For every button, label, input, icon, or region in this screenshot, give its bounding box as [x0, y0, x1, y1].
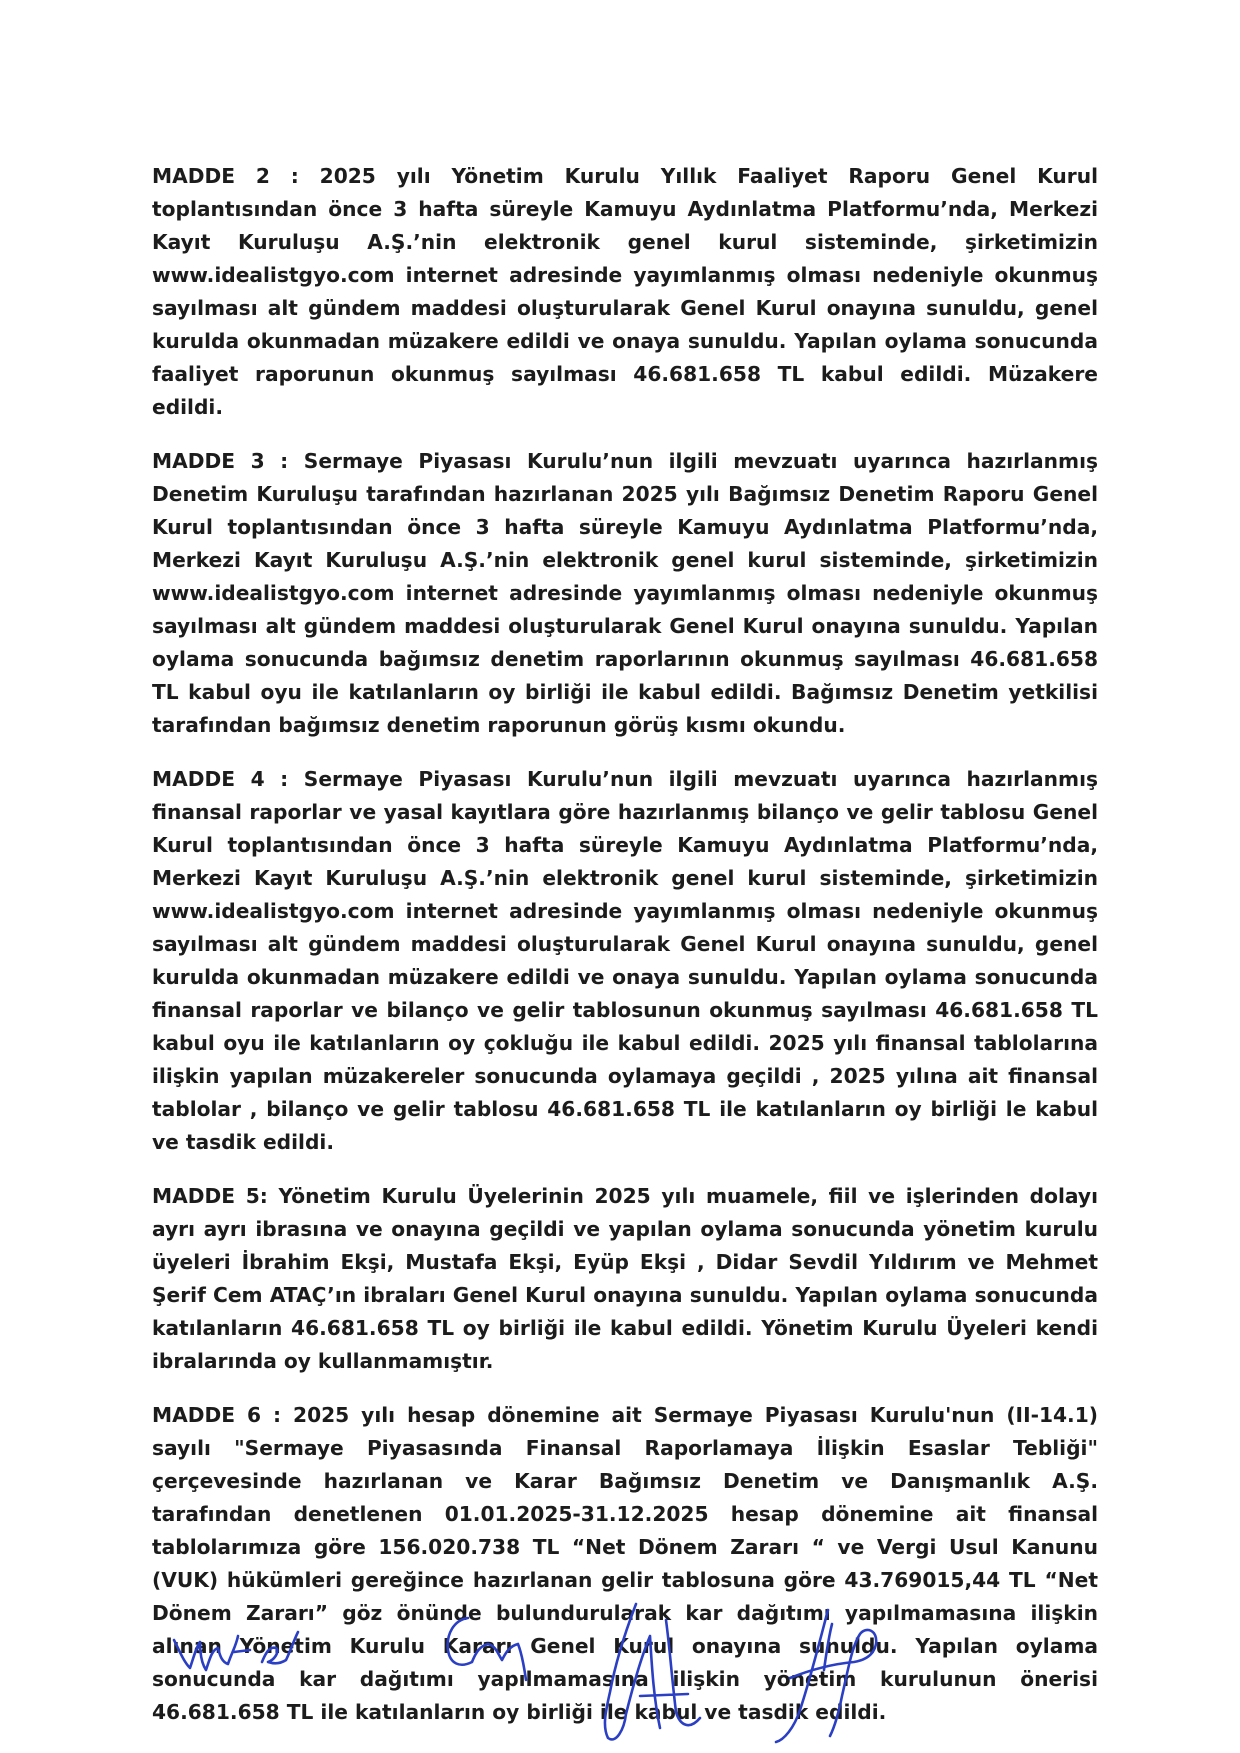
signature-2	[440, 1610, 560, 1690]
signature-area	[150, 1600, 1100, 1750]
signature-4	[770, 1600, 900, 1750]
madde-2-paragraph: MADDE 2 : 2025 yılı Yönetim Kurulu Yıllık Faaliyet Raporu Genel Kurul toplantısından önce 3 hafta süreyle Kamuyu Aydınlatma Platformu’nda, Merkezi Kayıt Kuruluşu A.Ş.’nin elektronik genel kurul sisteminde, şirketimizin www.idealistgyo.com internet adresinde yayımlanmış olması nedeniyle okunmuş sayılması alt gündem maddesi oluşturularak Genel Kurul onayına sunuldu, genel kurulda okunmadan müzakere edildi ve onaya sunuldu. Yapılan oylama sonucunda faaliyet raporunun okunmuş sayılması 46.681.658 TL kabul edildi. Müzakere edildi.	[152, 164, 1098, 419]
signature-3	[580, 1600, 720, 1750]
madde-4-paragraph: MADDE 4 : Sermaye Piyasası Kurulu’nun ilgili mevzuatı uyarınca hazırlanmış finansal raporlar ve yasal kayıtlara göre hazırlanmış bilanço ve gelir tablosu Genel Kurul toplantısından önce 3 hafta süreyle Kamuyu Aydınlatma Platformu’nda, Merkezi Kayıt Kuruluşu A.Ş.’nin elektronik genel kurul sisteminde, şirketimizin www.idealistgyo.com internet adresinde yayımlanmış olması nedeniyle okunmuş sayılması alt gündem maddesi oluşturularak Genel Kurul onayına sunuldu, genel kurulda okunmadan müzakere edildi ve onaya sunuldu. Yapılan oylama sonucunda finansal raporlar ve bilanço ve gelir tablosunun okunmuş sayılması 46.681.658 TL kabul oyu ile katılanların oy çokluğu ile kabul edildi. 2025 yılı finansal tablolarına ilişkin yapılan müzakereler sonucunda oylamaya geçildi , 2025 yılına ait finansal tablolar , bilanço ve gelir tablosu 46.681.658 TL ile katılanların oy birliği le kabul ve tasdik edildi.	[152, 767, 1098, 1154]
madde-3-paragraph: MADDE 3 : Sermaye Piyasası Kurulu’nun ilgili mevzuatı uyarınca hazırlanmış Denetim Kuruluşu tarafından hazırlanan 2025 yılı Bağımsız Denetim Raporu Genel Kurul toplantısından önce 3 hafta süreyle Kamuyu Aydınlatma Platformu’nda, Merkezi Kayıt Kuruluşu A.Ş.’nin elektronik genel kurul sisteminde, şirketimizin www.idealistgyo.com internet adresinde yayımlanmış olması nedeniyle okunmuş sayılması alt gündem maddesi oluşturularak Genel Kurul onayına sunuldu. Yapılan oylama sonucunda bağımsız denetim raporlarının okunmuş sayılması 46.681.658 TL kabul oyu ile katılanların oy birliği ile kabul edildi. Bağımsız Denetim yetkilisi tarafından bağımsız denetim raporunun görüş kısmı okundu.	[152, 449, 1098, 737]
madde-6-paragraph: MADDE 6 : 2025 yılı hesap dönemine ait Sermaye Piyasası Kurulu'nun (II-14.1) sayılı "Sermaye Piyasasında Finansal Raporlamaya İlişkin Esaslar Tebliği" çerçevesinde hazırlanan ve Karar Bağımsız Denetim ve Danışmanlık A.Ş. tarafından denetlenen 01.01.2025-31.12.2025 hesap dönemine ait finansal tablolarımıza göre 156.020.738 TL “Net Dönem Zararı “ ve Vergi Usul Kanunu (VUK) hükümleri gereğince hazırlanan gelir tablosuna göre 43.769015,44 TL “Net Dönem Zararı” göz önünde bulundurularak kar dağıtımı yapılmamasına ilişkin alınan Yönetim Kurulu Kararı Genel Kurul onayına sunuldu. Yapılan oylama sonucunda kar dağıtımı yapılmamasına ilişkin yönetim kurulunun önerisi 46.681.658 TL ile katılanların oy birliği ile kabul ve tasdik edildi.	[152, 1403, 1098, 1724]
signature-1	[170, 1622, 330, 1692]
document-body	[152, 160, 1098, 1750]
madde-5-paragraph: MADDE 5: Yönetim Kurulu Üyelerinin 2025 yılı muamele, fiil ve işlerinden dolayı ayrı ayrı ibrasına ve onayına geçildi ve yapılan oylama sonucunda yönetim kurulu üyeleri İbrahim Ekşi, Mustafa Ekşi, Eyüp Ekşi , Didar Sevdil Yıldırım ve Mehmet Şerif Cem ATAÇ’ın ibraları Genel Kurul onayına sunuldu. Yapılan oylama sonucunda katılanların 46.681.658 TL oy birliği ile kabul edildi. Yönetim Kurulu Üyeleri kendi ibralarında oy kullanmamıştır.	[152, 1184, 1098, 1373]
